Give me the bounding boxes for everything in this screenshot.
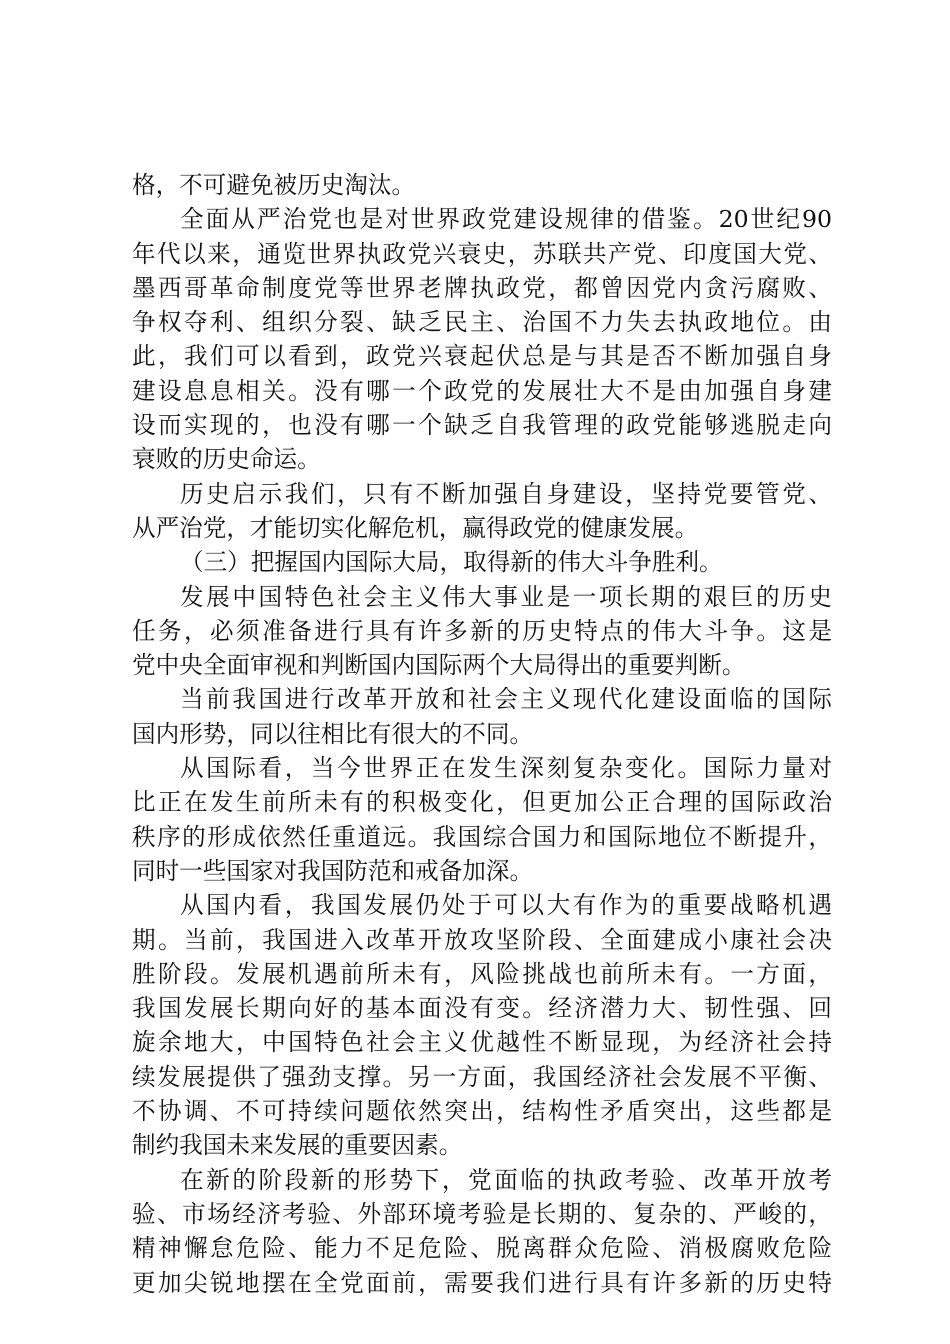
text-line: 续发展提供了强劲支撑。另一方面，我国经济社会发展不平衡、 bbox=[132, 1062, 832, 1091]
text-line: 从严治党，才能切实化解危机，赢得政党的健康发展。 bbox=[132, 513, 699, 542]
text-line: 精神懈怠危险、能力不足危险、脱离群众危险、消极腐败危险 bbox=[132, 1234, 832, 1263]
text-line: 墨西哥革命制度党等世界老牌执政党，都曾因党内贪污腐败、 bbox=[132, 273, 832, 302]
text-line: 期。当前，我国进入改革开放攻坚阶段、全面建成小康社会决 bbox=[132, 925, 832, 954]
text-line: 历史启示我们，只有不断加强自身建设，坚持党要管党、 bbox=[180, 479, 832, 508]
text-line: 此，我们可以看到，政党兴衰起伏总是与其是否不断加强自身 bbox=[132, 342, 832, 371]
text-line: 从国际看，当今世界正在发生深刻复杂变化。国际力量对 bbox=[180, 754, 832, 783]
text-line: 发展中国特色社会主义伟大事业是一项长期的艰巨的历史 bbox=[180, 582, 832, 611]
text-line: 当前我国进行改革开放和社会主义现代化建设面临的国际 bbox=[180, 685, 832, 714]
text-line: 制约我国未来发展的重要因素。 bbox=[132, 1131, 463, 1160]
text-line: 不协调、不可持续问题依然突出，结构性矛盾突出，这些都是 bbox=[132, 1097, 832, 1126]
text-line: 秩序的形成依然任重道远。我国综合国力和国际地位不断提升， bbox=[132, 822, 832, 851]
text-line: 国内形势，同以往相比有很大的不同。 bbox=[132, 719, 534, 748]
text-line: 旋余地大，中国特色社会主义优越性不断显现，为经济社会持 bbox=[132, 1028, 832, 1057]
text-line: 验、市场经济考验、外部环境考验是长期的、复杂的、严峻的， bbox=[132, 1199, 832, 1228]
text-line: 在新的阶段新的形势下，党面临的执政考验、改革开放考 bbox=[180, 1165, 832, 1194]
text-line: 从国内看，我国发展仍处于可以大有作为的重要战略机遇 bbox=[180, 891, 832, 920]
text-line: 党中央全面审视和判断国内国际两个大局得出的重要判断。 bbox=[132, 651, 746, 680]
text-line: 建设息息相关。没有哪一个政党的发展壮大不是由加强自身建 bbox=[132, 376, 832, 405]
text-line: 任务，必须准备进行具有许多新的历史特点的伟大斗争。这是 bbox=[132, 616, 832, 645]
text-line: 同时一些国家对我国防范和戒备加深。 bbox=[132, 856, 534, 885]
text-line: 设而实现的，也没有哪一个缺乏自我管理的政党能够逃脱走向 bbox=[132, 411, 832, 440]
text-line: 更加尖锐地摆在全党面前，需要我们进行具有许多新的历史特 bbox=[132, 1268, 832, 1297]
document-body bbox=[132, 168, 832, 1300]
text-line: 全面从严治党也是对世界政党建设规律的借鉴。20世纪90 bbox=[180, 205, 832, 234]
text-line: 衰败的历史命运。 bbox=[132, 445, 321, 474]
text-line: 我国发展长期向好的基本面没有变。经济潜力大、韧性强、回 bbox=[132, 994, 832, 1023]
text-line: 格，不可避免被历史淘汰。 bbox=[132, 171, 416, 199]
text-line: 胜阶段。发展机遇前所未有，风险挑战也前所未有。一方面， bbox=[132, 959, 832, 988]
text-line: 年代以来，通览世界执政党兴衰史，苏联共产党、印度国大党、 bbox=[132, 239, 832, 268]
text-line: 比正在发生前所未有的积极变化，但更加公正合理的国际政治 bbox=[132, 788, 832, 817]
text-line: 争权夺利、组织分裂、缺乏民主、治国不力失去执政地位。由 bbox=[132, 308, 832, 337]
text-line: （三）把握国内国际大局，取得新的伟大斗争胜利。 bbox=[180, 548, 723, 577]
